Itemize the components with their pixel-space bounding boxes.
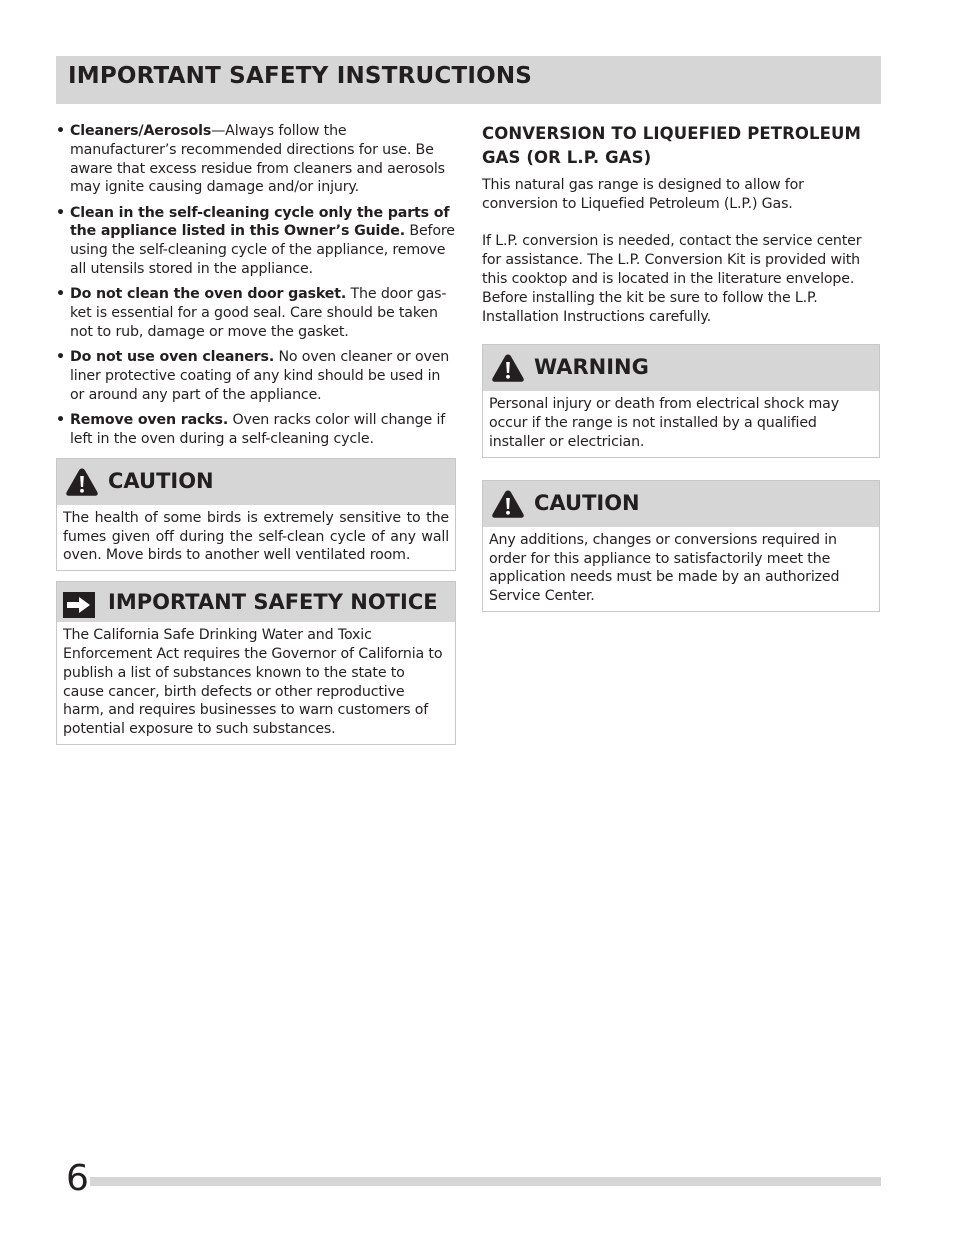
arrow-right-icon (63, 592, 95, 618)
conversion-paragraph-2: If L.P. conversion is needed, contact the service center for assistance. The L.P. Conversion Kit is provided with this cooktop and is located in the literature envelope. Before installing the kit be sure to follow the L.P. Installation Instructions carefully. (482, 233, 862, 325)
bullet-text: No oven cleaner or oven liner protective coating of any kind should be used in or around any part of the appliance. (70, 349, 450, 403)
page-title: IMPORTANT SAFETY INSTRUCTIONS (68, 63, 533, 89)
bullet-bold-lead: Clean in the self-cleaning cycle only the parts of the appliance listed in this Owner’s Guide. (70, 204, 450, 240)
footer-bar (90, 1177, 881, 1186)
safety-bullet-list (56, 122, 456, 449)
right-column (482, 122, 882, 612)
warning-triangle-icon (65, 467, 99, 497)
list-item (56, 411, 456, 449)
bullet-text: Oven racks color will change if left in the oven during a self-cleaning cycle. (70, 412, 446, 447)
bullet-dot: • (56, 286, 65, 303)
section-header-bar (56, 56, 881, 104)
bullet-dot: • (56, 349, 65, 366)
left-column (56, 122, 456, 745)
notice-body: The California Safe Drinking Water and Toxic Enforcement Act requires the Governor of California to publish a list of substances known to the state to cause cancer, birth defects or other reproductive harm, and requires businesses to warn customers of potential exposure to such substances. (63, 627, 443, 738)
list-item (56, 204, 456, 279)
notice-box-header (57, 582, 455, 622)
caution-box-birds (56, 458, 456, 571)
warning-triangle-icon (491, 353, 525, 383)
caution-title: CAUTION (534, 490, 640, 515)
list-item (56, 285, 456, 341)
conversion-heading: CONVERSION TO LIQUEFIED PETROLEUM GAS (OR L.P. GAS) (482, 124, 862, 167)
bullet-text: The door gas-ket is essential for a good seal. Care should be taken not to rub, damage or move the gasket. (70, 286, 447, 340)
list-item (56, 348, 456, 404)
caution-body: The health of some birds is extremely sensitive to the fumes given off during the self-clean cycle of any wall oven. Move birds to another well ventilated room. (63, 509, 449, 564)
warning-box-electrical (482, 344, 880, 457)
caution-body: Any additions, changes or conversions required in order for this appliance to satisfactorily meet the application needs must be made by an authorized Service Center. (489, 531, 840, 605)
bullet-text: Before using the self-cleaning cycle of the appliance, remove all utensils stored in the appliance. (70, 223, 455, 278)
warning-title: WARNING (534, 355, 649, 380)
bullet-dot: • (56, 204, 65, 221)
bullet-dot: • (56, 412, 65, 429)
caution-box-conversion (482, 480, 880, 612)
conversion-paragraph-1: This natural gas range is designed to allow for conversion to Liquefied Petroleum (L.P.) Gas. (482, 177, 804, 212)
bullet-dot: • (56, 123, 65, 139)
list-item (56, 122, 456, 197)
warning-body: Personal injury or death from electrical shock may occur if the range is not installed by a qualified installer or electrician. (489, 396, 839, 450)
bullet-bold-lead: Do not clean the oven door gasket. (70, 286, 347, 303)
warning-box-header (483, 345, 879, 391)
bullet-bold-lead: Remove oven racks. (70, 412, 229, 429)
important-safety-notice-box (56, 581, 456, 745)
notice-title: IMPORTANT SAFETY NOTICE (108, 590, 438, 615)
caution-box-header (57, 459, 455, 505)
page-number: 6 (66, 1158, 89, 1199)
caution-title: CAUTION (108, 468, 214, 493)
bullet-bold-lead: Cleaners/Aerosols (70, 123, 212, 139)
bullet-text: —Always follow the manufacturer’s recommended directions for use. Be aware that excess residue from cleaners and aerosols may ignite causing damage and/or injury. (70, 123, 445, 196)
caution-box-header (483, 481, 879, 527)
bullet-bold-lead: Do not use oven cleaners. (70, 349, 275, 366)
warning-triangle-icon (491, 489, 525, 519)
